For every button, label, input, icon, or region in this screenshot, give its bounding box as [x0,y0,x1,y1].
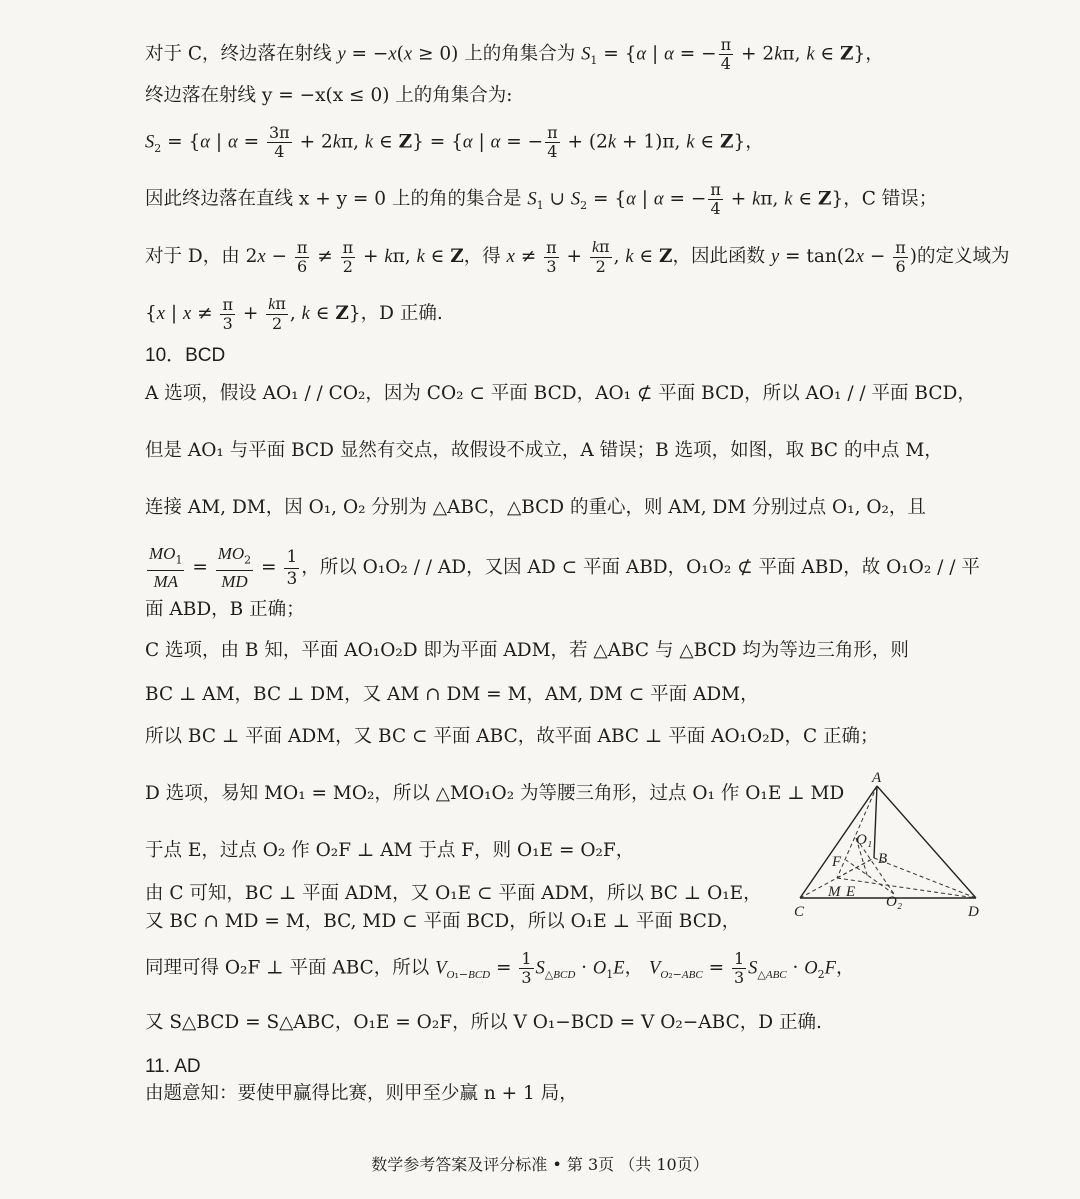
line-10-c3: 所以 BC ⊥ 平面 ADM，又 BC ⊂ 平面 ABC，故平面 ABC ⊥ 平面 AO₁O₂D，C 正确； [145,726,879,747]
line-d-conclusion: {x | x ≠ $\frac{\pi}{3}$ + $\frac{k\pi}{2}$ , k ∈ Z}，D 正确. [145,294,443,333]
line-c-ray-2: 终边落在射线 y = −x(x ≤ 0) 上的角集合为: [145,85,513,106]
label-m: M [828,884,841,900]
label-f: F [832,854,842,870]
line-10-d4: 又 BC ∩ MD = M，BC, MD ⊂ 平面 BCD，所以 O₁E ⊥ 平面 BCD， [145,911,741,932]
line-10-a: A 选项，假设 AO₁ / / CO₂，因为 CO₂ ⊂ 平面 BCD，AO₁ ⊄ 平面 BCD，所以 AO₁ / / 平面 BCD， [145,383,976,404]
line-10-d3: 由 C 可知，BC ⊥ 平面 ADM，又 O₁E ⊂ 平面 ADM，所以 BC ⊥ O₁E， [145,883,762,904]
tetrahedron-figure [790,770,990,920]
question-11-heading: 11. AD [145,1056,201,1077]
line-c-ray-1: 对于 C，终边落在射线 y = −x(x ≥ 0) 上的角集合为 $S_1 = \{\alpha$ | α = − $\frac{\pi}{4}$ + 2kπ, k ∈ Z}， [145,35,884,73]
page-footer: 数学参考答案及评分标准 • 第 3页 （共 10页） [371,1155,709,1174]
line-10-c2: BC ⊥ AM，BC ⊥ DM，又 AM ∩ DM = M，AM, DM ⊂ 平面 ADM， [145,684,759,705]
line-10-b3: $\frac{MO_1}{MA}$ = $\frac{MO_2}{MD}$ = $\frac{1}{3}$ ，所以 O₁O₂ / / AD，又因 AD ⊂ 平面 ABD，O₁O₂ ⊄ 平面 ABD，故 O₁O₂ / / 平 [149,544,980,592]
line-s2-set: $S_2 = \{\alpha$ | α = $\frac{3\pi}{4}$ + 2kπ, k ∈ Z} = {α | α = − $\frac{\pi}{4}$ + (2k + 1)π, k ∈ Z}， [145,123,764,161]
label-d: D [968,904,979,920]
line-10-d5: 同理可得 O₂F ⊥ 平面 ABC，所以 $V_{O_1-BCD}$ = $\frac{1}{3}$ $S_{\triangle BCD} \cdot O_1E$， $V_{O_2-ABC}$ = $\frac{1}{3}$ $S_{\triangle ABC} \cdot O_2F$， [145,949,855,987]
line-10-d6: 又 S△BCD = S△ABC，O₁E = O₂F，所以 V O₁−BCD = V O₂−ABC，D 正确. [145,1012,822,1033]
line-10-b1: 但是 AO₁ 与平面 BCD 显然有交点，故假设不成立，A 错误；B 选项，如图，取 BC 的中点 M， [145,440,943,461]
line-10-c1: C 选项，由 B 知，平面 AO₁O₂D 即为平面 ADM，若 △ABC 与 △BCD 均为等边三角形，则 [145,640,909,661]
label-a: A [872,770,882,786]
label-o2: O₂ [886,894,903,910]
line-10-d2: 于点 E，过点 O₂ 作 O₂F ⊥ AM 于点 F，则 O₁E = O₂F， [145,840,635,861]
label-c: C [794,904,805,920]
label-b: B [878,851,888,867]
line-c-conclusion: 因此终边落在直线 x + y = 0 上的角的集合是 $S_1$ ∪ $S_2 = \{\alpha$ | α = − $\frac{\pi}{4}$ + kπ, k ∈ Z}，C 错误； [145,180,938,218]
line-10-b4: 面 ABD，B 正确； [145,599,305,620]
line-10-d1: D 选项，易知 MO₁ = MO₂，所以 △MO₁O₂ 为等腰三角形，过点 O₁ 作 O₁E ⊥ MD [145,783,845,804]
line-11-1: 由题意知：要使甲赢得比赛，则甲至少赢 n + 1 局， [145,1083,578,1104]
question-10-heading: 10．BCD [145,345,226,366]
label-o1: O₁ [856,832,873,848]
label-e: E [846,884,856,900]
line-d-domain: 对于 D，由 2x − $\frac{\pi}{6}$ ≠ $\frac{\pi}{2}$ + kπ, k ∈ Z，得 x ≠ $\frac{\pi}{3}$ + $\frac{k\pi}{2}$ , k ∈ Z，因此函数 y = tan(2x − $\frac{\pi}{6}$ )的定义域为 [145,237,1010,276]
line-10-b2: 连接 AM, DM，因 O₁, O₂ 分别为 △ABC，△BCD 的重心，则 AM, DM 分别过点 O₁, O₂，且 [145,497,926,518]
